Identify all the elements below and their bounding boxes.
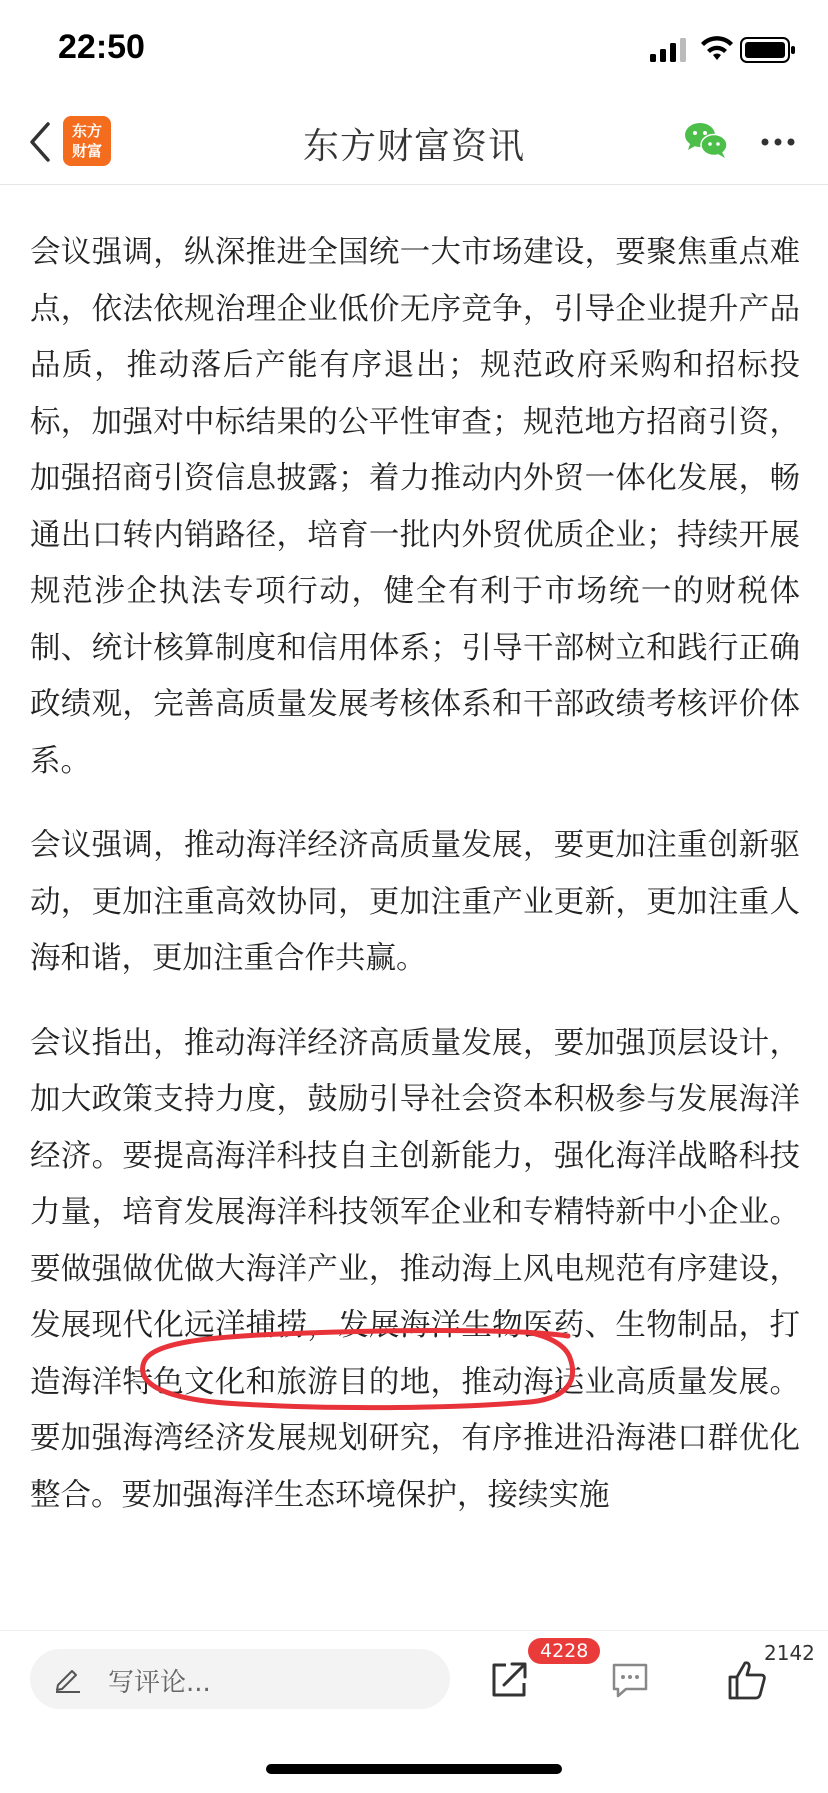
more-dots-icon[interactable]	[760, 136, 796, 148]
nav-bar	[0, 100, 828, 185]
thumbs-up-icon[interactable]	[727, 1659, 767, 1701]
wifi-icon	[700, 34, 734, 62]
article-paragraph: 会议强调，纵深推进全国统一大市场建设，要聚焦重点难点，依法依规治理企业低价无序竞争，引导企业提升产品品质，推动落后产能有序退出；规范政府采购和招标投标，加强对中标结果的公平性审查；规范地方招商引资，加强招商引资信息披露；着力推动内外贸一体化发展，畅通出口转内销路径，培育一批内外贸优质企业；持续开展规范涉企执法专项行动，健全有利于市场统一的财税体制、统计核算制度和信用体系；引导干部树立和践行正确政绩观，完善高质量发展考核体系和干部政绩考核评价体系。	[30, 235, 800, 779]
comment-bubble-icon[interactable]	[610, 1661, 650, 1699]
article-body	[30, 225, 800, 1552]
comment-placeholder: 写评论...	[108, 1668, 211, 1698]
signal-icon	[650, 38, 688, 62]
logo-line-2: 财富	[71, 142, 102, 160]
article-paragraph: 会议强调，推动海洋经济高质量发展，要更加注重创新驱动，更加注重高效协同，更加注重产业更新，更加注重人海和谐，更加注重合作共赢。	[30, 828, 800, 976]
pencil-icon	[54, 1665, 82, 1693]
status-bar	[0, 0, 828, 100]
wechat-icon[interactable]	[684, 120, 728, 160]
logo-line-1: 东方	[71, 122, 102, 140]
share-count-badge: 4228	[528, 1638, 600, 1664]
comment-input[interactable]	[30, 1649, 450, 1709]
page-title: 东方财富资讯	[302, 126, 525, 167]
article-paragraph: 会议指出，推动海洋经济高质量发展，要加强顶层设计，加大政策支持力度，鼓励引导社会资本积极参与发展海洋经济。要提高海洋科技自主创新能力，强化海洋战略科技力量，培育发展海洋科技领军企业和专精特新中小企业。要做强做优做大海洋产业，推动海上风电规范有序建设，发展现代化远洋捕捞，发展海洋生物医药、生物制品，打造海洋特色文化和旅游目的地，推动海运业高质量发展。要加强海湾经济发展规划研究，有序推进沿海港口群优化整合。要加强海洋生态环境保护，接续实施	[30, 1025, 800, 1513]
status-time: 22:50	[58, 28, 145, 66]
battery-icon	[740, 36, 796, 64]
home-indicator[interactable]	[266, 1764, 562, 1774]
share-icon[interactable]	[488, 1659, 530, 1701]
like-count: 2142	[764, 1641, 815, 1665]
